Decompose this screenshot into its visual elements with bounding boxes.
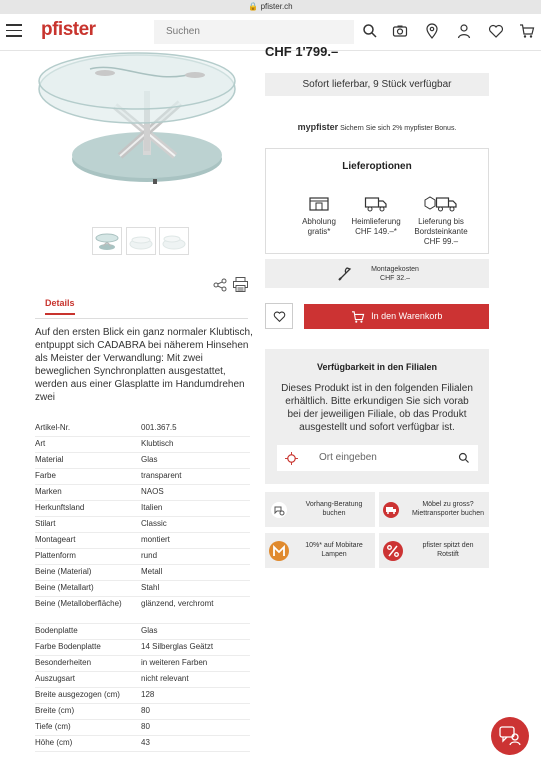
availability-status: Sofort lieferbar, 9 Stück verfügbar (265, 73, 489, 96)
print-icon[interactable] (232, 276, 249, 293)
spec-value: Classic (141, 519, 167, 528)
spec-row (35, 655, 250, 672)
spec-value: 128 (141, 690, 155, 699)
url-bar[interactable] (0, 0, 541, 14)
spec-label: Besonderheiten (35, 658, 92, 667)
location-input[interactable] (277, 445, 478, 471)
spec-label: Tiefe (cm) (35, 722, 71, 731)
spec-value: rund (141, 551, 158, 560)
spec-row (35, 468, 250, 485)
tile-line1: Vorhang-Beratung (305, 501, 363, 508)
assembly-price: CHF 32.– (380, 275, 410, 282)
spec-row (35, 420, 250, 437)
store-availability (265, 349, 489, 484)
pfister-logo[interactable]: pfister (41, 19, 96, 40)
mypfister-text: Sichern Sie sich 2% mypfister Bonus. (340, 125, 457, 132)
tile-sale[interactable] (379, 533, 489, 568)
spec-label: Auszugsart (35, 674, 76, 683)
delivery-option-price: gratis* (307, 227, 331, 236)
spec-value: nicht relevant (141, 674, 189, 683)
tile-line2: Lampen (321, 551, 347, 558)
camera-icon[interactable] (392, 23, 408, 39)
spec-label: Art (35, 439, 46, 448)
spec-value: 14 Silberglas Geätzt (141, 642, 214, 651)
truck-icon (364, 195, 388, 213)
spec-row (35, 735, 250, 752)
assembly-costs (265, 259, 489, 288)
delivery-option-label: Lieferung bis (418, 217, 464, 226)
spec-value: 80 (141, 722, 150, 731)
consulting-icon (270, 501, 288, 519)
spec-label: Beine (Metalloberfläche) (35, 599, 122, 608)
spec-value: transparent (141, 471, 182, 480)
chat-button[interactable] (491, 717, 529, 755)
spec-label: Farbe Bodenplatte (35, 642, 101, 651)
tile-curtain-consulting[interactable] (265, 492, 375, 527)
spec-value: Glas (141, 626, 158, 635)
lock-icon: 🔒 (248, 2, 259, 11)
add-to-cart-label: In den Warenkorb (371, 311, 443, 321)
percent-icon (382, 540, 404, 562)
spec-row (35, 719, 250, 736)
spec-row (35, 703, 250, 720)
delivery-option-curbside[interactable] (401, 195, 481, 247)
spec-row (35, 687, 250, 704)
mobitare-logo-icon (268, 540, 290, 562)
heart-icon (273, 310, 286, 323)
store-availability-title: Verfügbarkeit in den Filialen (316, 362, 438, 372)
chat-icon (499, 726, 521, 746)
spec-label: Breite (cm) (35, 706, 75, 715)
hamburger-menu-icon[interactable] (6, 24, 22, 38)
crosshair-icon[interactable] (285, 452, 298, 465)
spec-value: Italien (141, 503, 163, 512)
tile-line2: Rotstift (437, 551, 459, 558)
product-image[interactable] (35, 51, 250, 196)
share-icon[interactable] (213, 278, 227, 292)
product-price: CHF 1'799.– (265, 44, 339, 59)
spec-label: Höhe (cm) (35, 738, 73, 747)
tile-rental-van[interactable] (379, 492, 489, 527)
spec-label: Plattenform (35, 551, 76, 560)
mypfister-bonus (265, 122, 489, 132)
spec-label: Montageart (35, 535, 76, 544)
spec-label: Farbe (35, 471, 56, 480)
location-placeholder: Ort eingeben (319, 452, 377, 463)
spec-row (35, 564, 250, 581)
spec-row (35, 484, 250, 501)
spec-value: Metall (141, 567, 163, 576)
spec-value: 43 (141, 738, 150, 747)
cart-icon[interactable] (519, 23, 535, 39)
spec-row (35, 548, 250, 565)
tile-mobitare-lamps[interactable] (265, 533, 375, 568)
search-icon[interactable] (362, 23, 378, 39)
add-to-cart-button[interactable] (304, 304, 489, 329)
spec-label: Artikel-Nr. (35, 423, 71, 432)
spec-label: Marken (35, 487, 62, 496)
spec-label: Bodenplatte (35, 626, 78, 635)
thumbnail-2[interactable] (126, 227, 156, 255)
product-description: Auf den ersten Blick ein ganz normaler Klubtisch, entpuppt sich CADABRA bei näherem Hinsehen als Meister der Verwandlung: Mit zwei beweglichen Synchronplatten ausgestattet, werden aus einer Glasplatte im Handumdrehen zwei (35, 327, 253, 403)
delivery-option-home[interactable] (342, 195, 410, 237)
store-availability-text: Dieses Produkt ist in den folgenden Filialen erhältlich. Bitte erkundigen Sie sich vorab bei der jeweiligen Filiale, ob das Produkt ausgestellt und sofort verfügbar ist. (281, 383, 473, 433)
mypfister-logo: mypfister (297, 122, 339, 132)
spec-value: Stahl (141, 583, 160, 592)
spec-value: glänzend, verchromt (141, 599, 214, 608)
spec-label: Herkunftsland (35, 503, 85, 512)
spec-row (35, 452, 250, 469)
spec-row (35, 532, 250, 549)
assembly-label: Montagekosten (371, 266, 419, 273)
spec-row (35, 623, 250, 640)
delivery-option-label-2: Bordsteinkante (414, 227, 468, 236)
spec-value: 001.367.5 (141, 423, 177, 432)
spec-row (35, 516, 250, 533)
spec-label: Stilart (35, 519, 56, 528)
spec-row (35, 639, 250, 656)
spec-label: Beine (Material) (35, 567, 92, 576)
delivery-title: Lieferoptionen (342, 161, 412, 172)
search-icon[interactable] (458, 452, 470, 464)
delivery-option-price: CHF 149.–* (355, 227, 397, 236)
search-input[interactable]: Suchen (154, 20, 354, 44)
spec-row (35, 671, 250, 688)
spec-label: Beine (Metallart) (35, 583, 94, 592)
tile-line1: 10%* auf Mobitare (305, 542, 363, 549)
cart-icon (351, 311, 365, 323)
van-icon (382, 501, 400, 519)
spec-label: Material (35, 455, 64, 464)
delivery-options (265, 148, 489, 254)
spec-label: Breite ausgezogen (cm) (35, 690, 120, 699)
box-truck-icon (423, 195, 459, 213)
store-pickup-icon (308, 195, 330, 213)
spec-row (35, 596, 250, 624)
delivery-option-label: Abholung (302, 217, 336, 226)
spec-value: 80 (141, 706, 150, 715)
spec-row (35, 580, 250, 597)
thumbnail-3[interactable] (159, 227, 189, 255)
thumbnail-1[interactable] (92, 227, 122, 255)
tile-line1: pfister spitzt den (422, 542, 474, 549)
tab-details[interactable]: Details (45, 298, 75, 315)
heart-icon[interactable] (488, 23, 504, 39)
spec-row (35, 436, 250, 453)
product-tabs (35, 296, 248, 319)
tile-line1: Möbel zu gross? (422, 501, 474, 508)
tile-line2: Miettransporter buchen (412, 510, 484, 517)
spec-value: Klubtisch (141, 439, 174, 448)
tile-line2: buchen (322, 510, 346, 517)
spec-value: in weiteren Farben (141, 658, 208, 667)
spec-value: Glas (141, 455, 158, 464)
spec-value: NAOS (141, 487, 164, 496)
delivery-option-label: Heimlieferung (351, 217, 401, 226)
spec-row (35, 500, 250, 517)
user-icon[interactable] (456, 23, 472, 39)
location-pin-icon[interactable] (424, 23, 440, 39)
url-text: pfister.ch (260, 2, 293, 11)
delivery-option-price: CHF 99.– (423, 237, 459, 246)
wishlist-button[interactable] (265, 303, 293, 329)
spec-value: montiert (141, 535, 170, 544)
